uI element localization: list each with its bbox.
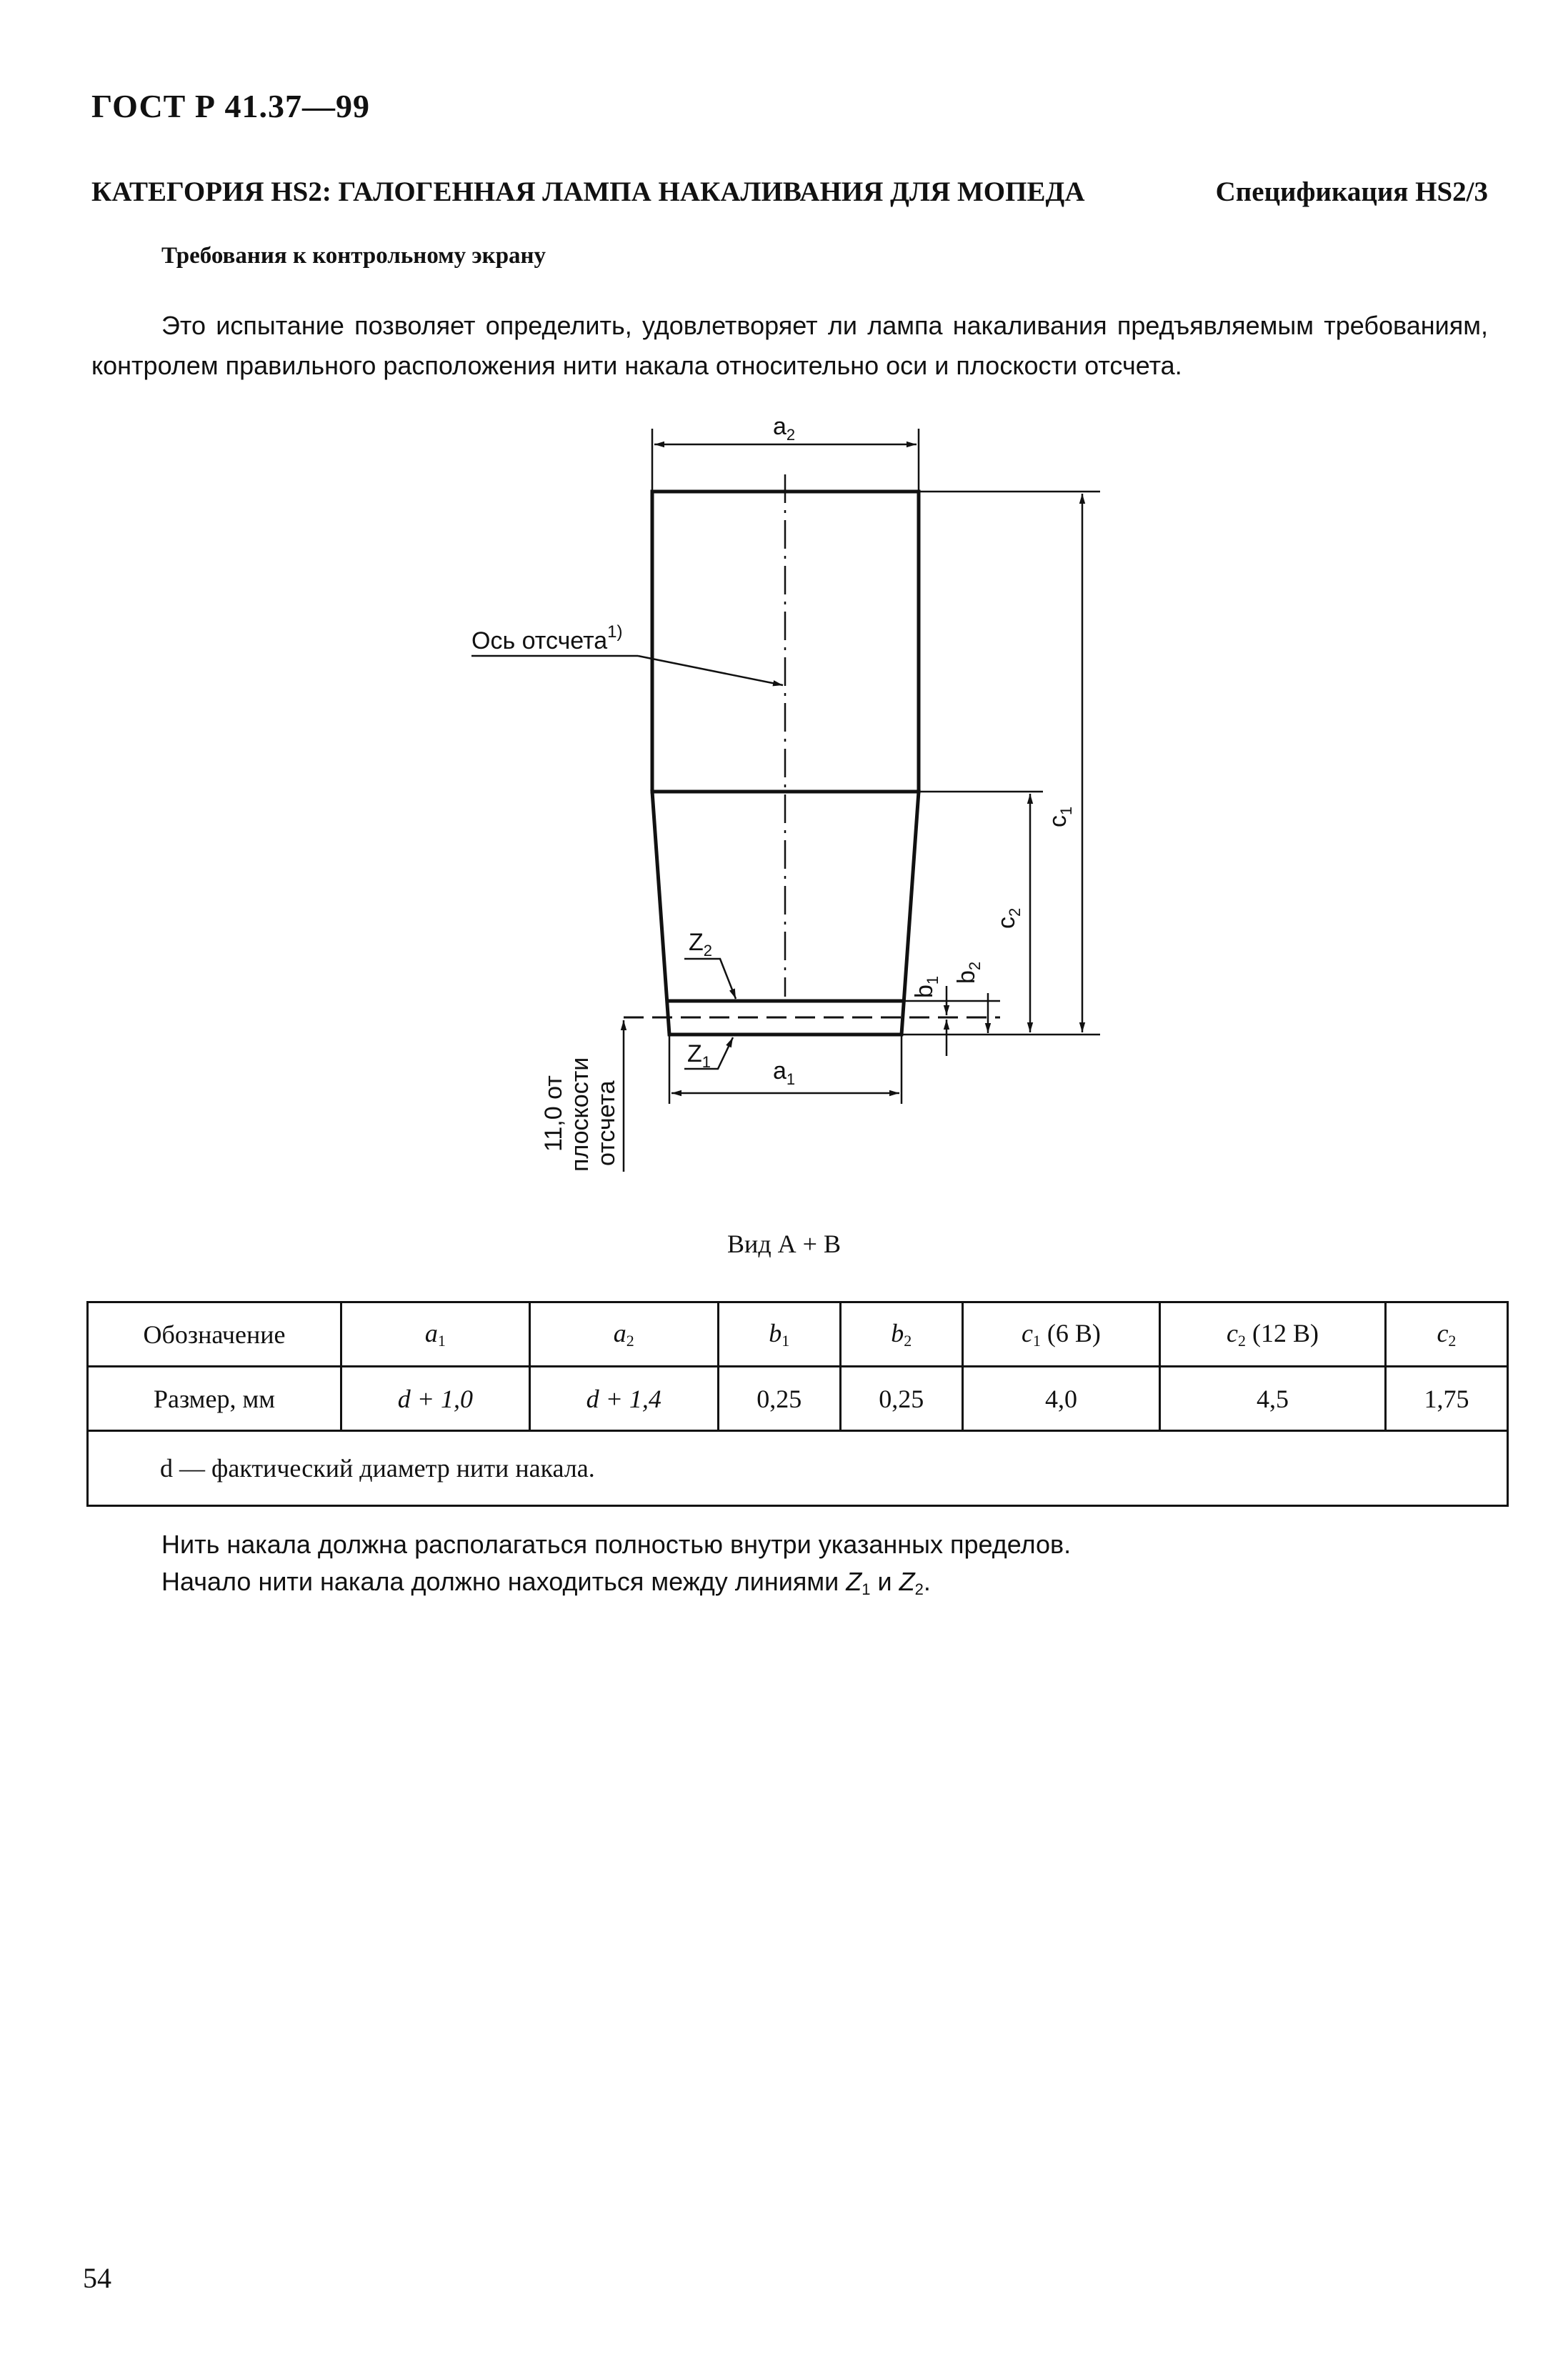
dimensions-table xyxy=(86,1301,1509,1507)
header-c2: $c_2$ xyxy=(1385,1302,1507,1367)
b1-label: $b_1$ xyxy=(911,975,942,998)
table-note: d — фактический диаметр нити накала. xyxy=(88,1431,1508,1506)
side-label-line3: отсчета xyxy=(593,1080,620,1166)
view-caption: Вид А + В xyxy=(727,1230,841,1258)
z2-label: $Z_2$ xyxy=(689,929,713,960)
z1-label: $Z_1$ xyxy=(687,1040,711,1071)
table-row xyxy=(88,1431,1508,1506)
size-row-label: Размер, мм xyxy=(88,1367,341,1431)
value-a2: d + 1,4 xyxy=(529,1367,718,1431)
document-code: ГОСТ Р 41.37—99 xyxy=(91,88,370,124)
specification-label: Спецификация HS2/3 xyxy=(1215,176,1488,207)
filament-start-text: Начало нити накала должно находиться между линиями $Z_1$ и $Z_2$. xyxy=(161,1567,931,1598)
z2-leader xyxy=(684,959,736,999)
b2-label: $b_2$ xyxy=(953,961,984,984)
a2-label: $a_2$ xyxy=(773,413,796,444)
axis-label: Ось отсчета$^{1)}$ xyxy=(471,622,623,654)
header-a1: $a_1$ xyxy=(341,1302,530,1367)
value-a1: d + 1,0 xyxy=(341,1367,530,1431)
c1-label: $c_1$ xyxy=(1044,806,1075,827)
filament-limit-text: Нить накала должна располагаться полностью внутри указанных пределов. xyxy=(161,1530,1072,1559)
header-b2: $b_2$ xyxy=(840,1302,962,1367)
category-title: КАТЕГОРИЯ HS2: ГАЛОГЕННАЯ ЛАМПА НАКАЛИВАНИЯ ДЛЯ МОПЕДА xyxy=(91,176,1085,207)
value-c2-12v: 4,5 xyxy=(1160,1367,1386,1431)
header-a2: $a_2$ xyxy=(529,1302,718,1367)
table-row xyxy=(88,1302,1508,1367)
side-label-line1: 11,0 от xyxy=(540,1075,567,1152)
table-row xyxy=(88,1367,1508,1431)
side-label-line2: плоскости xyxy=(566,1057,594,1172)
section-title: Требования к контрольному экрану xyxy=(161,243,546,269)
value-c2: 1,75 xyxy=(1385,1367,1507,1431)
value-b2: 0,25 xyxy=(840,1367,962,1431)
header-b1: $b_1$ xyxy=(718,1302,840,1367)
c2-label: $c_2$ xyxy=(993,907,1024,929)
a1-label: $a_1$ xyxy=(773,1057,796,1088)
header-c2-12v: $c_2$ (12 В) xyxy=(1160,1302,1386,1367)
value-b1: 0,25 xyxy=(718,1367,840,1431)
intro-paragraph: Это испытание позволяет определить, удовлетворяет ли лампа накаливания предъявляемым требованиям, контролем правильного расположения нити накала относительно оси и плоскости отсчета. xyxy=(91,311,1488,380)
designation-header: Обозначение xyxy=(88,1302,341,1367)
page-number: 54 xyxy=(83,2262,111,2294)
header-c1-6v: $c_1$ (6 В) xyxy=(962,1302,1159,1367)
axis-leader xyxy=(638,656,783,685)
value-c1: 4,0 xyxy=(962,1367,1159,1431)
